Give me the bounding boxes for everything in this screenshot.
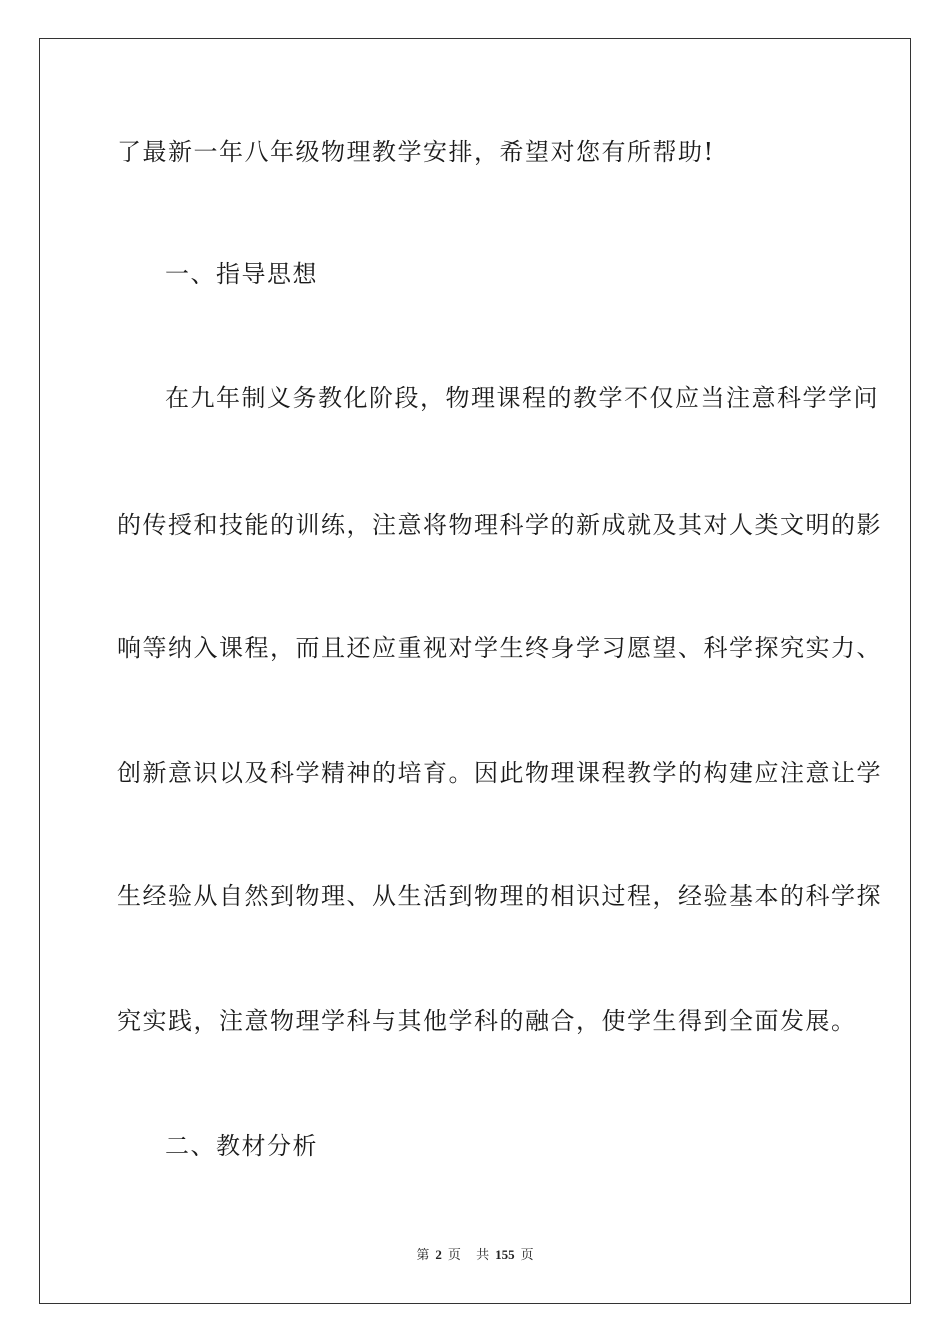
total-suffix: 页: [520, 1247, 534, 1262]
section-heading-textbook-analysis: 二、教材分析: [165, 1132, 318, 1160]
page-indicator: [413, 1247, 464, 1262]
page-suffix: 页: [447, 1247, 461, 1262]
body-text-line: 响等纳入课程，而且还应重视对学生终身学习愿望、科学探究实力、: [117, 634, 882, 662]
page-footer: [0, 1246, 950, 1264]
body-text-line: 了最新一年八年级物理教学安排，希望对您有所帮助!: [117, 138, 715, 166]
body-text-line: 的传授和技能的训练，注意将物理科学的新成就及其对人类文明的影: [117, 511, 882, 539]
section-heading-guiding-thought: 一、指导思想: [165, 260, 318, 288]
page-border: [39, 38, 911, 1304]
body-text-line: 创新意识以及科学精神的培育。因此物理课程教学的构建应注意让学: [117, 759, 882, 787]
total-pages-indicator: [473, 1247, 537, 1262]
total-pages: 155: [495, 1247, 515, 1262]
body-text-line: 在九年制义务教化阶段，物理课程的教学不仅应当注意科学学问: [165, 384, 879, 412]
body-text-line: 究实践，注意物理学科与其他学科的融合，使学生得到全面发展。: [117, 1007, 857, 1035]
total-prefix: 共: [476, 1247, 490, 1262]
body-text-line: 生经验从自然到物理、从生活到物理的相识过程，经验基本的科学探: [117, 882, 882, 910]
page-prefix: 第: [416, 1247, 430, 1262]
page-number: 2: [435, 1247, 442, 1262]
